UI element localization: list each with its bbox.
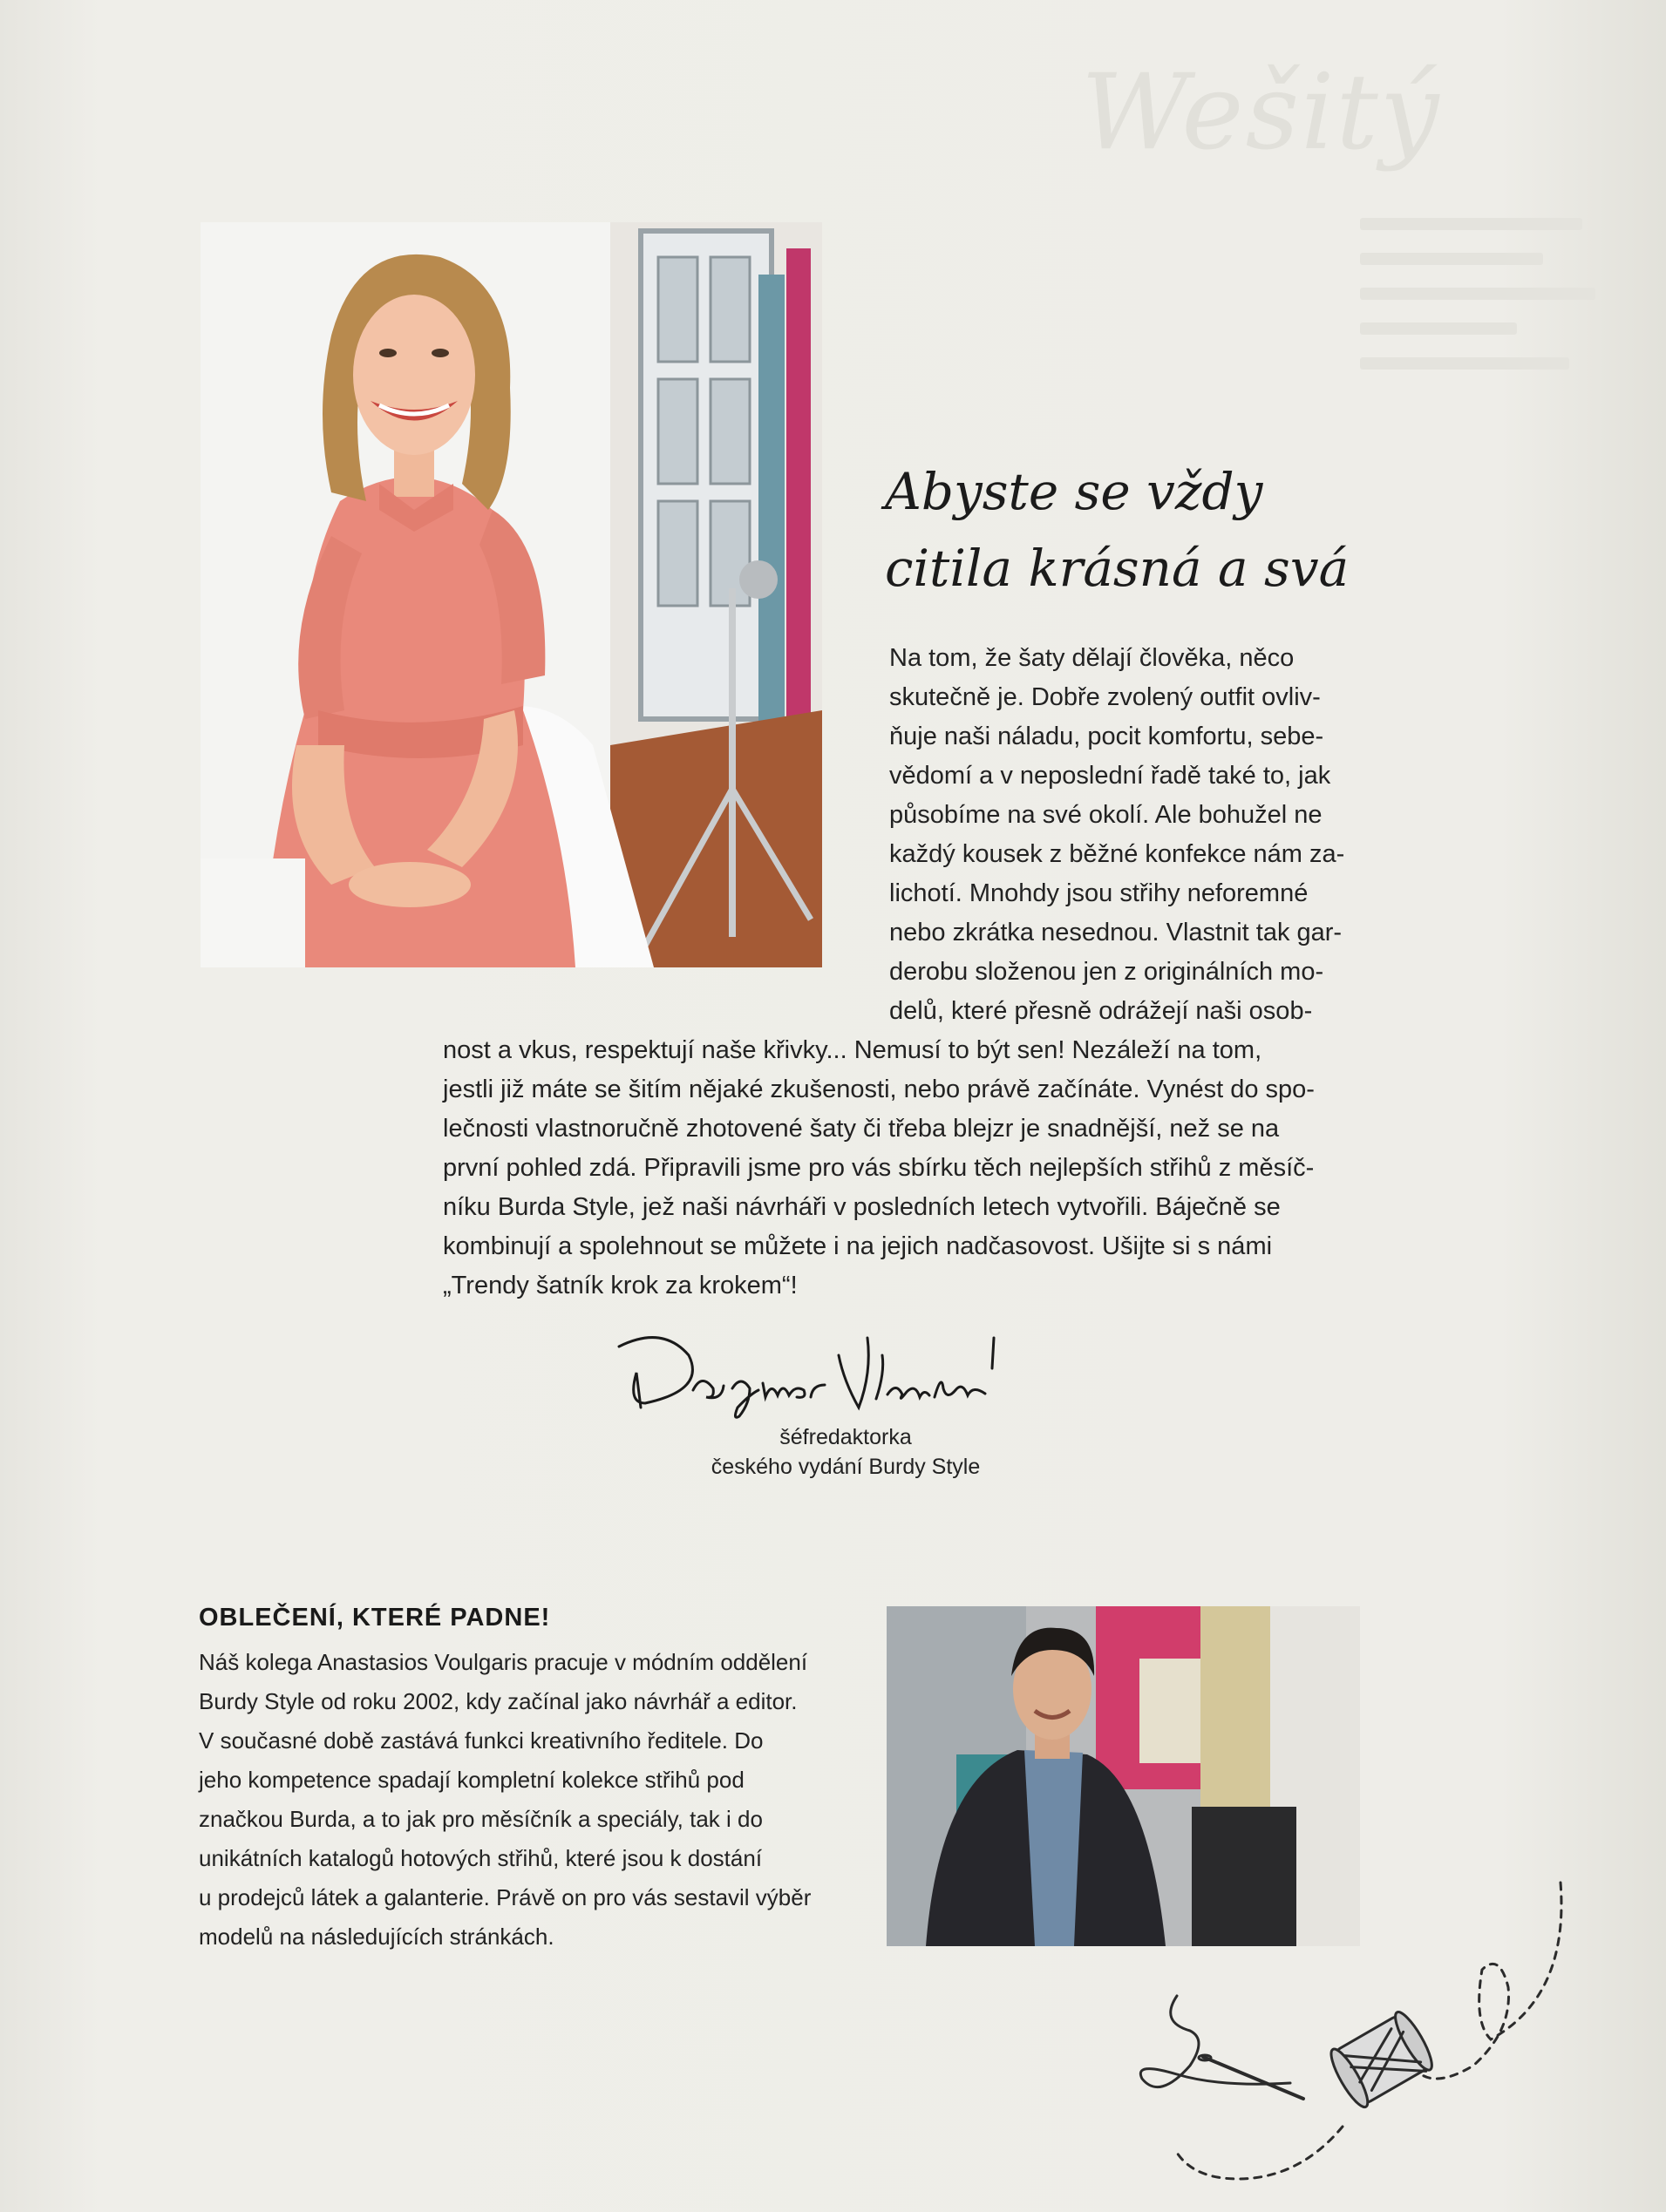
- box-line: jeho kompetence spadají kompletní kolekce střihů pod: [199, 1767, 745, 1793]
- paragraph-line: nebo zkrátka nesednou. Vlastnit tak gar-: [889, 919, 1343, 947]
- paragraph-line: působíme na své okolí. Ale bohužel ne: [889, 801, 1323, 829]
- paragraph-line: delů, které přesně odrážejí naši osob-: [889, 997, 1313, 1025]
- box-heading: OBLEČENÍ, KTERÉ PADNE!: [199, 1604, 551, 1632]
- paragraph-line: lichotí. Mnohdy jsou střihy neforemné: [889, 879, 1309, 907]
- article-headline: [885, 453, 1350, 607]
- box-paragraph: [199, 1643, 811, 1957]
- editor-photo: [201, 222, 822, 967]
- show-through-text: Wešitý: [1081, 52, 1441, 173]
- signature-caption: [610, 1422, 1081, 1482]
- headline-line-1: Abyste se vždy: [885, 462, 1263, 521]
- signature-role: šéfredaktorka: [779, 1425, 912, 1449]
- paragraph-line: lečnosti vlastnoručně zhotovené šaty či třeba blejzr je snadnější, než se na: [443, 1115, 1280, 1143]
- sewing-decoration: [1125, 1865, 1578, 2196]
- paragraph-line: ňuje naši náladu, pocit komfortu, sebe-: [889, 723, 1324, 750]
- needle: [1203, 2057, 1303, 2099]
- signature-edition: českého vydání Burdy Style: [711, 1455, 981, 1479]
- box-line: unikátních katalogů hotových střihů, které jsou k dostání: [199, 1845, 763, 1871]
- box-line: Burdy Style od roku 2002, kdy začínal jako návrhář a editor.: [199, 1688, 798, 1714]
- editor-signature: [610, 1320, 1029, 1425]
- paragraph-line: každý kousek z běžné konfekce nám za-: [889, 840, 1345, 868]
- box-line: modelů na následujících stránkách.: [199, 1924, 554, 1950]
- paragraph-line: skutečně je. Dobře zvolený outfit ovliv-: [889, 683, 1321, 711]
- box-line: značkou Burda, a to jak pro měsíčník a speciály, tak i do: [199, 1806, 763, 1832]
- paragraph-line: první pohled zdá. Připravili jsme pro vás sbírku těch nejlepších střihů z měsíč-: [443, 1154, 1315, 1182]
- dashed-thread: [1412, 1883, 1561, 2079]
- show-through-lines: [1360, 218, 1622, 392]
- paragraph-line: Na tom, že šaty dělají člověka, něco: [889, 644, 1295, 672]
- paragraph-line: „Trendy šatník krok za krokem“!: [443, 1272, 798, 1299]
- paragraph-line: nost a vkus, respektují naše křivky... Nemusí to být sen! Nezáleží na tom,: [443, 1036, 1262, 1064]
- intro-paragraph-wide: [443, 1031, 1315, 1306]
- paragraph-line: vědomí a v neposlední řadě také to, jak: [889, 762, 1331, 790]
- paragraph-line: derobu složenou jen z originálních mo-: [889, 958, 1324, 986]
- paragraph-line: níku Burda Style, jež naši návrháři v posledních letech vytvořili. Báječně se: [443, 1193, 1281, 1221]
- dashed-thread-lower: [1177, 2127, 1343, 2179]
- intro-paragraph-narrow: [889, 639, 1344, 1031]
- thread-spool: [1325, 2008, 1438, 2111]
- box-line: u prodejců látek a galanterie. Právě on pro vás sestavil výběr: [199, 1884, 812, 1910]
- headline-line-2: citila krásná a svá: [885, 539, 1350, 598]
- paragraph-line: jestli již máte se šitím nějaké zkušenosti, nebo právě začínáte. Vynést do spo-: [443, 1075, 1315, 1103]
- needle-thread: [1140, 1996, 1290, 2087]
- paragraph-line: kombinují a spolehnout se můžete i na jejich nadčasovost. Ušijte si s námi: [443, 1232, 1273, 1260]
- box-line: V současné době zastává funkci kreativního ředitele. Do: [199, 1727, 764, 1754]
- box-line: Náš kolega Anastasios Voulgaris pracuje v módním oddělení: [199, 1649, 808, 1675]
